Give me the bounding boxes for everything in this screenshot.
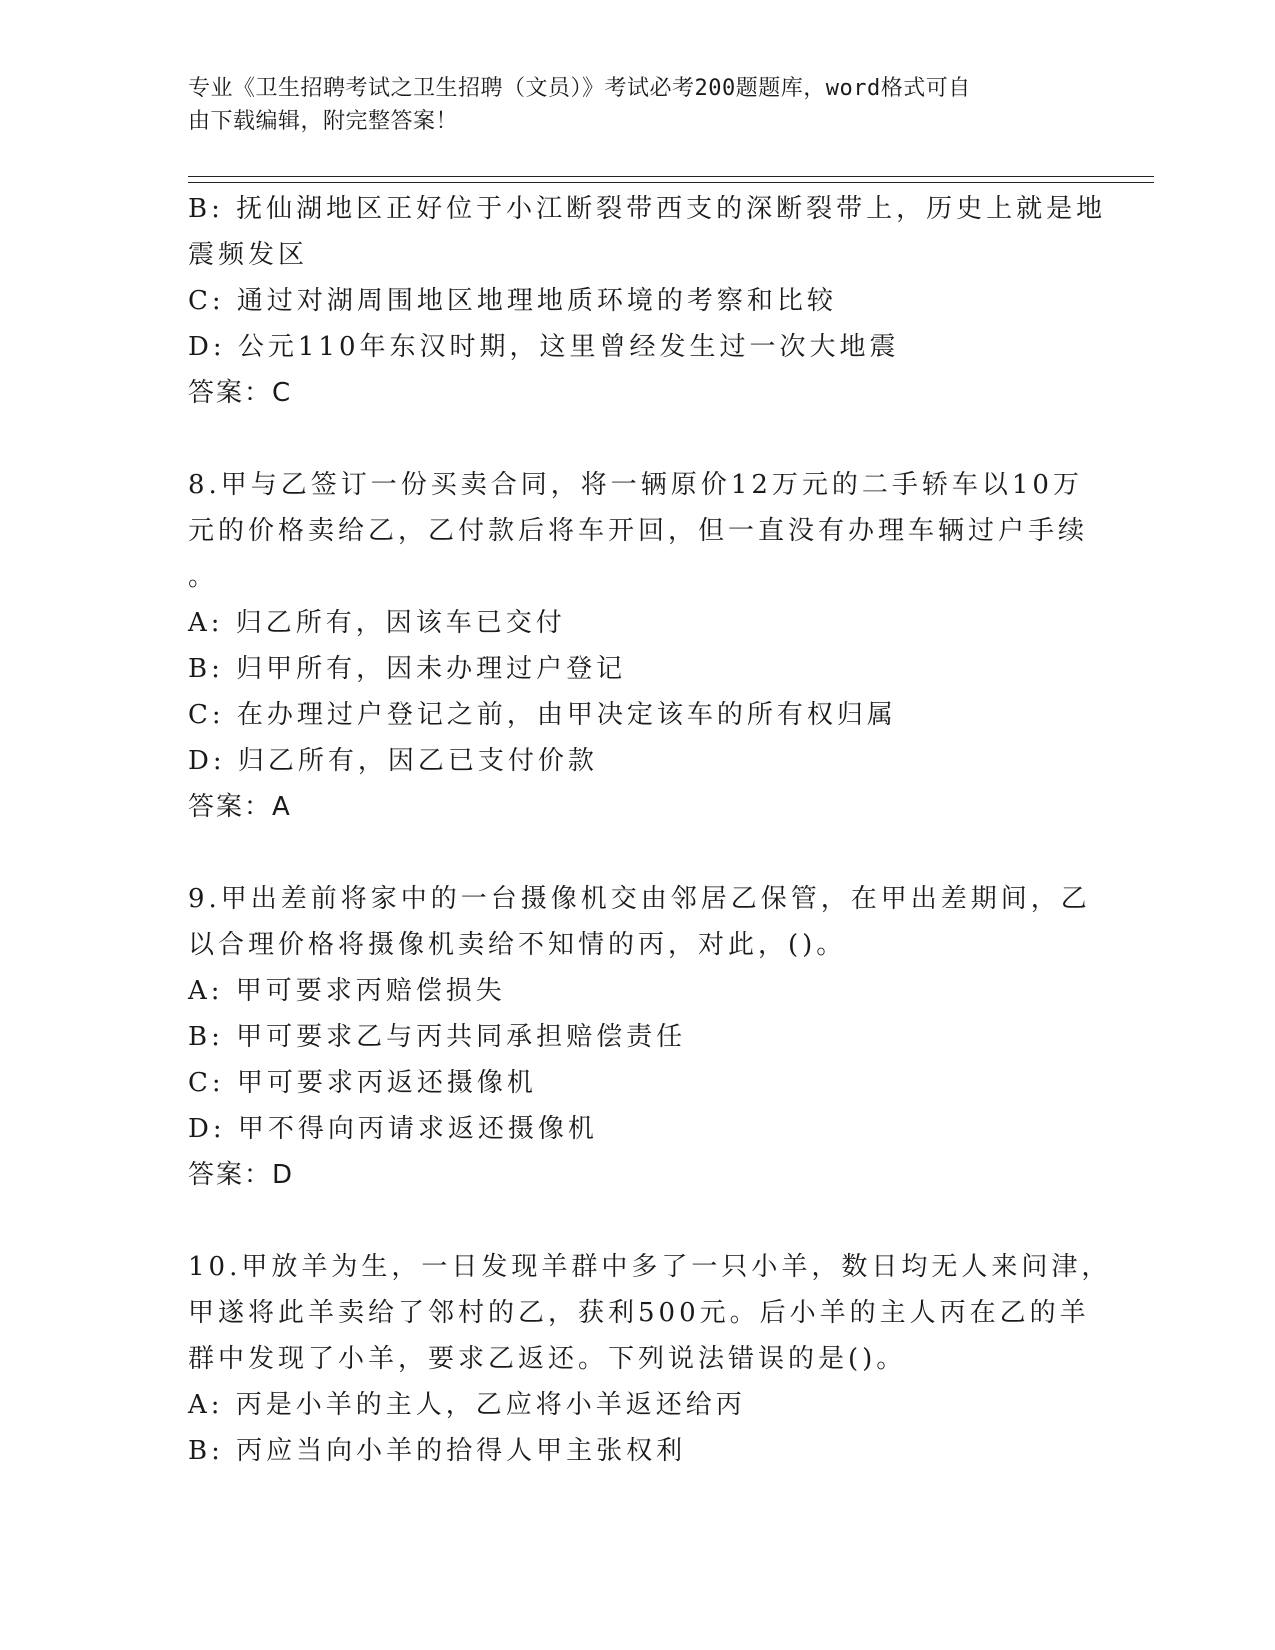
header-rule-double (188, 182, 1154, 183)
answer: 答案：D (188, 1160, 295, 1190)
option-b-line-2: 震频发区 (188, 240, 309, 270)
question-content (188, 186, 1112, 1474)
document-header (188, 72, 1068, 138)
option-c: C: 在办理过户登记之前，由甲决定该车的所有权归属 (188, 700, 897, 730)
option-a: A: 丙是小羊的主人，乙应将小羊返还给丙 (188, 1390, 746, 1420)
question-stem-line-2: 甲遂将此羊卖给了邻村的乙，获利500元。后小羊的主人丙在乙的羊 (188, 1298, 1090, 1328)
option-d: D: 公元110年东汉时期，这里曾经发生过一次大地震 (188, 332, 900, 362)
option-a: A: 归乙所有，因该车已交付 (188, 608, 566, 638)
question-stem-line-3: 群中发现了小羊，要求乙返还。下列说法错误的是()。 (188, 1344, 907, 1374)
answer: 答案：C (188, 378, 293, 408)
spacer (188, 1198, 1088, 1244)
option-c: C: 甲可要求丙返还摄像机 (188, 1068, 537, 1098)
spacer (188, 416, 1088, 462)
answer: 答案：A (188, 792, 292, 822)
option-a: A: 甲可要求丙赔偿损失 (188, 976, 506, 1006)
question-8 (188, 462, 1088, 830)
option-b: B: 丙应当向小羊的拾得人甲主张权利 (188, 1436, 687, 1466)
header-rule (188, 176, 1154, 177)
question-9 (188, 876, 1091, 1198)
question-stem-line-3: 。 (188, 562, 219, 592)
question-stem-line-2: 以合理价格将摄像机卖给不知情的丙，对此，()。 (188, 930, 847, 960)
header-title-line-2: 由下载编辑，附完整答案！ (188, 109, 459, 134)
question-stem-line-1: 10.甲放羊为生，一日发现羊群中多了一只小羊，数日均无人来问津， (188, 1252, 1112, 1282)
question-7-tail (188, 186, 1107, 416)
option-b-line-1: B: 抚仙湖地区正好位于小江断裂带西支的深断裂带上，历史上就是地 (188, 194, 1107, 224)
question-stem-line-1: 8.甲与乙签订一份买卖合同，将一辆原价12万元的二手轿车以10万 (188, 470, 1083, 500)
option-b: B: 甲可要求乙与丙共同承担赔偿责任 (188, 1022, 687, 1052)
question-stem-line-2: 元的价格卖给乙，乙付款后将车开回，但一直没有办理车辆过户手续 (188, 516, 1089, 546)
header-title-line-1: 专业《卫生招聘考试之卫生招聘（文员）》考试必考200题题库，word格式可自 (188, 76, 971, 101)
option-d: D: 归乙所有，因乙已支付价款 (188, 746, 598, 776)
option-c: C: 通过对湖周围地区地理地质环境的考察和比较 (188, 286, 837, 316)
spacer (188, 830, 1088, 876)
option-d: D: 甲不得向丙请求返还摄像机 (188, 1114, 598, 1144)
question-stem-line-1: 9.甲出差前将家中的一台摄像机交由邻居乙保管，在甲出差期间，乙 (188, 884, 1091, 914)
question-10 (188, 1244, 1112, 1474)
option-b: B: 归甲所有，因未办理过户登记 (188, 654, 627, 684)
